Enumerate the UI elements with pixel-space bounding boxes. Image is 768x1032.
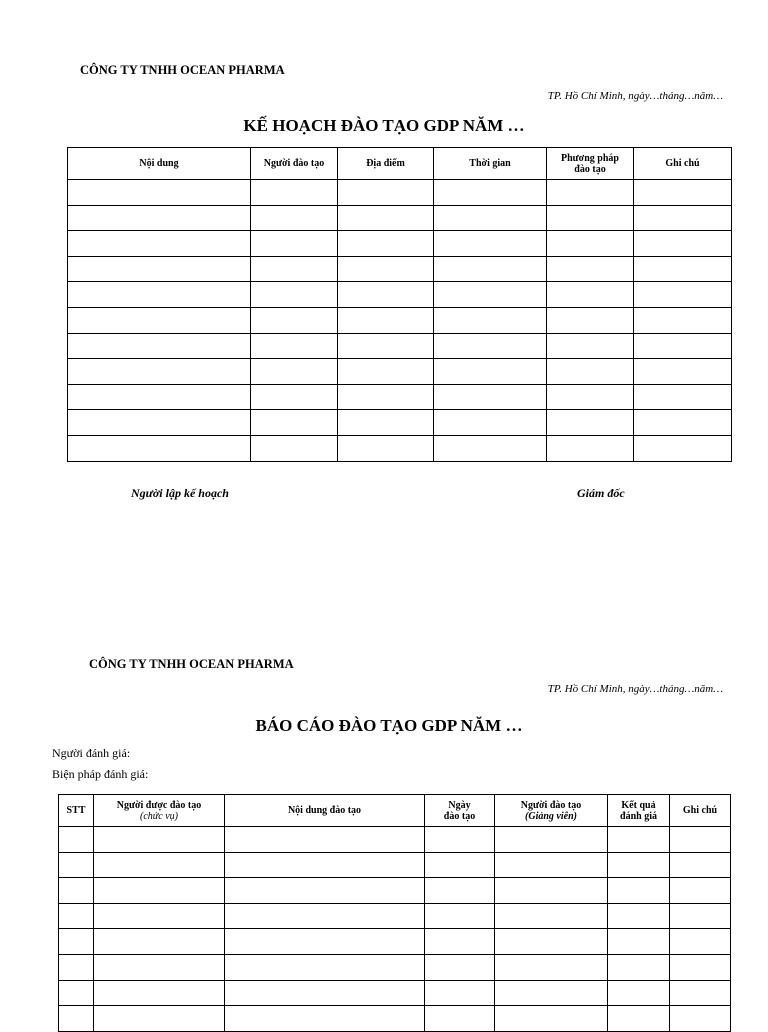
report-table-cell	[425, 929, 495, 955]
report-header-trainee	[94, 795, 225, 827]
report-table-row	[59, 852, 731, 878]
plan-company-name: CÔNG TY TNHH OCEAN PHARMA	[80, 63, 285, 77]
report-table-cell	[94, 827, 225, 853]
report-table-row	[59, 1006, 731, 1032]
plan-table-cell	[338, 231, 434, 257]
plan-table-cell	[251, 180, 338, 206]
plan-header-method-line1: Phương pháp	[561, 152, 619, 164]
plan-table-cell	[547, 205, 634, 231]
report-table-cell	[225, 954, 425, 980]
plan-table-row	[68, 180, 732, 206]
report-table-cell	[608, 954, 670, 980]
plan-table-cell	[547, 410, 634, 436]
report-evaluator-label: Người đánh giá:	[52, 746, 131, 760]
report-dateline: TP. Hồ Chí Minh, ngày…tháng…năm…	[547, 683, 723, 695]
plan-table-cell	[68, 231, 251, 257]
report-table-cell	[59, 827, 94, 853]
report-table-cell	[608, 852, 670, 878]
plan-table-cell	[434, 205, 547, 231]
plan-table-cell	[434, 359, 547, 385]
plan-table-cell	[338, 333, 434, 359]
report-table-cell	[59, 903, 94, 929]
report-table-cell	[59, 954, 94, 980]
plan-table-cell	[547, 333, 634, 359]
plan-table-cell	[434, 307, 547, 333]
report-table-cell	[225, 878, 425, 904]
report-table-cell	[608, 878, 670, 904]
report-header-result-line1: Kết quả	[621, 799, 656, 811]
plan-table-cell	[68, 282, 251, 308]
report-table-cell	[59, 878, 94, 904]
plan-table-row	[68, 333, 732, 359]
report-table-cell	[670, 903, 731, 929]
report-table-cell	[670, 929, 731, 955]
report-table-cell	[670, 852, 731, 878]
plan-table-cell	[251, 307, 338, 333]
report-table-cell	[608, 827, 670, 853]
report-header-date	[425, 795, 495, 827]
plan-table-row	[68, 307, 732, 333]
plan-table-cell	[68, 359, 251, 385]
report-table-cell	[495, 954, 608, 980]
plan-table-cell	[547, 359, 634, 385]
plan-table-row	[68, 384, 732, 410]
report-table-cell	[225, 929, 425, 955]
report-table-cell	[425, 1006, 495, 1032]
report-table-cell	[425, 878, 495, 904]
plan-table-cell	[634, 410, 732, 436]
plan-table-row	[68, 282, 732, 308]
report-table-cell	[94, 878, 225, 904]
report-table-cell	[495, 878, 608, 904]
report-table-cell	[425, 827, 495, 853]
plan-table-cell	[338, 205, 434, 231]
report-table-cell	[94, 980, 225, 1006]
plan-table-cell	[434, 384, 547, 410]
plan-table-cell	[547, 307, 634, 333]
plan-signer-left: Người lập kế hoạch	[131, 486, 229, 500]
plan-table-cell	[634, 231, 732, 257]
plan-table-cell	[547, 180, 634, 206]
report-header-trainee-label: Người được đào tạo	[116, 799, 202, 811]
plan-table-cell	[68, 256, 251, 282]
report-header-trainer	[495, 795, 608, 827]
report-table-cell	[670, 980, 731, 1006]
plan-table-row	[68, 256, 732, 282]
report-table-cell	[225, 852, 425, 878]
report-header-date-line1: Ngày	[448, 799, 471, 811]
plan-header-content: Nội dung	[68, 148, 251, 180]
report-table-cell	[225, 903, 425, 929]
plan-header-method	[547, 148, 634, 180]
plan-signer-right: Giám đốc	[577, 486, 625, 500]
report-table-row	[59, 954, 731, 980]
report-table-cell	[425, 980, 495, 1006]
plan-table-cell	[251, 359, 338, 385]
report-title: BÁO CÁO ĐÀO TẠO GDP NĂM …	[255, 716, 523, 735]
report-table-cell	[94, 1006, 225, 1032]
plan-table-cell	[251, 435, 338, 461]
report-table-cell	[425, 903, 495, 929]
plan-table-cell	[434, 231, 547, 257]
report-table	[58, 794, 731, 1032]
plan-table-cell	[434, 180, 547, 206]
report-table-cell	[608, 980, 670, 1006]
report-table-cell	[59, 1006, 94, 1032]
report-table-row	[59, 980, 731, 1006]
plan-table-cell	[634, 359, 732, 385]
report-table-header	[59, 795, 731, 827]
plan-table-cell	[68, 410, 251, 436]
report-header-trainer-label: Người đào tạo	[520, 799, 582, 811]
report-table-cell	[94, 929, 225, 955]
report-table-cell	[495, 852, 608, 878]
plan-table-cell	[434, 410, 547, 436]
plan-table-cell	[251, 333, 338, 359]
plan-table-cell	[68, 333, 251, 359]
plan-table-cell	[68, 180, 251, 206]
plan-table-cell	[68, 384, 251, 410]
report-header-content: Nội dung đào tạo	[225, 795, 425, 827]
plan-table-cell	[434, 256, 547, 282]
plan-table-cell	[251, 231, 338, 257]
report-table-cell	[495, 903, 608, 929]
report-table-cell	[94, 852, 225, 878]
report-header-trainee-sub: (chức vụ)	[140, 810, 178, 822]
plan-table-cell	[634, 333, 732, 359]
plan-header-trainer: Người đào tạo	[251, 148, 338, 180]
report-table-cell	[495, 980, 608, 1006]
report-table-cell	[670, 954, 731, 980]
report-table-cell	[425, 954, 495, 980]
report-table-cell	[608, 1006, 670, 1032]
plan-table-cell	[634, 180, 732, 206]
plan-table-cell	[251, 410, 338, 436]
plan-header-method-line2: đào tạo	[574, 163, 606, 175]
report-header-result	[608, 795, 670, 827]
plan-table-cell	[434, 282, 547, 308]
plan-table-cell	[68, 205, 251, 231]
plan-table-row	[68, 435, 732, 461]
report-table-row	[59, 903, 731, 929]
plan-table-cell	[338, 410, 434, 436]
report-table-cell	[59, 980, 94, 1006]
plan-title: KẾ HOẠCH ĐÀO TẠO GDP NĂM …	[243, 116, 525, 135]
report-company-name: CÔNG TY TNHH OCEAN PHARMA	[89, 657, 294, 671]
report-table-cell	[670, 878, 731, 904]
plan-table-cell	[634, 384, 732, 410]
report-method-label: Biện pháp đánh giá:	[52, 767, 149, 781]
plan-table	[67, 147, 732, 462]
plan-table-cell	[251, 256, 338, 282]
plan-table-cell	[634, 282, 732, 308]
plan-table-cell	[634, 435, 732, 461]
plan-table-cell	[547, 256, 634, 282]
plan-header-location: Địa điểm	[338, 148, 434, 180]
report-table-cell	[225, 980, 425, 1006]
plan-table-cell	[547, 282, 634, 308]
plan-table-cell	[338, 282, 434, 308]
plan-table-cell	[547, 435, 634, 461]
report-table-cell	[94, 903, 225, 929]
plan-table-row	[68, 410, 732, 436]
plan-table-cell	[634, 256, 732, 282]
plan-header-time: Thời gian	[434, 148, 547, 180]
plan-table-cell	[338, 180, 434, 206]
report-table-cell	[425, 852, 495, 878]
plan-table-cell	[251, 384, 338, 410]
report-table-cell	[59, 852, 94, 878]
report-table-row	[59, 878, 731, 904]
report-header-stt: STT	[59, 795, 94, 827]
plan-table-cell	[634, 205, 732, 231]
plan-table-cell	[338, 256, 434, 282]
plan-table-cell	[338, 307, 434, 333]
report-table-cell	[495, 1006, 608, 1032]
report-header-note: Ghi chú	[670, 795, 731, 827]
report-table-cell	[225, 827, 425, 853]
report-table-cell	[94, 954, 225, 980]
report-table-cell	[608, 903, 670, 929]
plan-table-cell	[338, 384, 434, 410]
plan-table-cell	[338, 435, 434, 461]
plan-table-cell	[68, 435, 251, 461]
report-table-cell	[225, 1006, 425, 1032]
report-table-cell	[608, 929, 670, 955]
report-table-cell	[670, 1006, 731, 1032]
plan-table-row	[68, 359, 732, 385]
plan-table-cell	[547, 231, 634, 257]
report-table-row	[59, 827, 731, 853]
report-table-cell	[59, 929, 94, 955]
report-table-row	[59, 929, 731, 955]
plan-table-cell	[434, 435, 547, 461]
plan-table-cell	[634, 307, 732, 333]
report-table-cell	[495, 929, 608, 955]
report-header-trainer-sub: (Giảng viên)	[525, 810, 577, 822]
plan-table-row	[68, 205, 732, 231]
report-header-date-line2: đào tạo	[443, 810, 476, 822]
report-table-cell	[670, 827, 731, 853]
plan-table-cell	[68, 307, 251, 333]
plan-table-cell	[251, 205, 338, 231]
plan-header-note: Ghi chú	[634, 148, 732, 180]
plan-table-header	[68, 148, 732, 180]
plan-table-cell	[251, 282, 338, 308]
report-table-cell	[495, 827, 608, 853]
plan-table-cell	[434, 333, 547, 359]
plan-dateline: TP. Hồ Chí Minh, ngày…tháng…năm…	[547, 90, 723, 102]
report-header-result-line2: đánh giá	[620, 810, 657, 822]
plan-table-row	[68, 231, 732, 257]
plan-table-cell	[338, 359, 434, 385]
plan-table-cell	[547, 384, 634, 410]
